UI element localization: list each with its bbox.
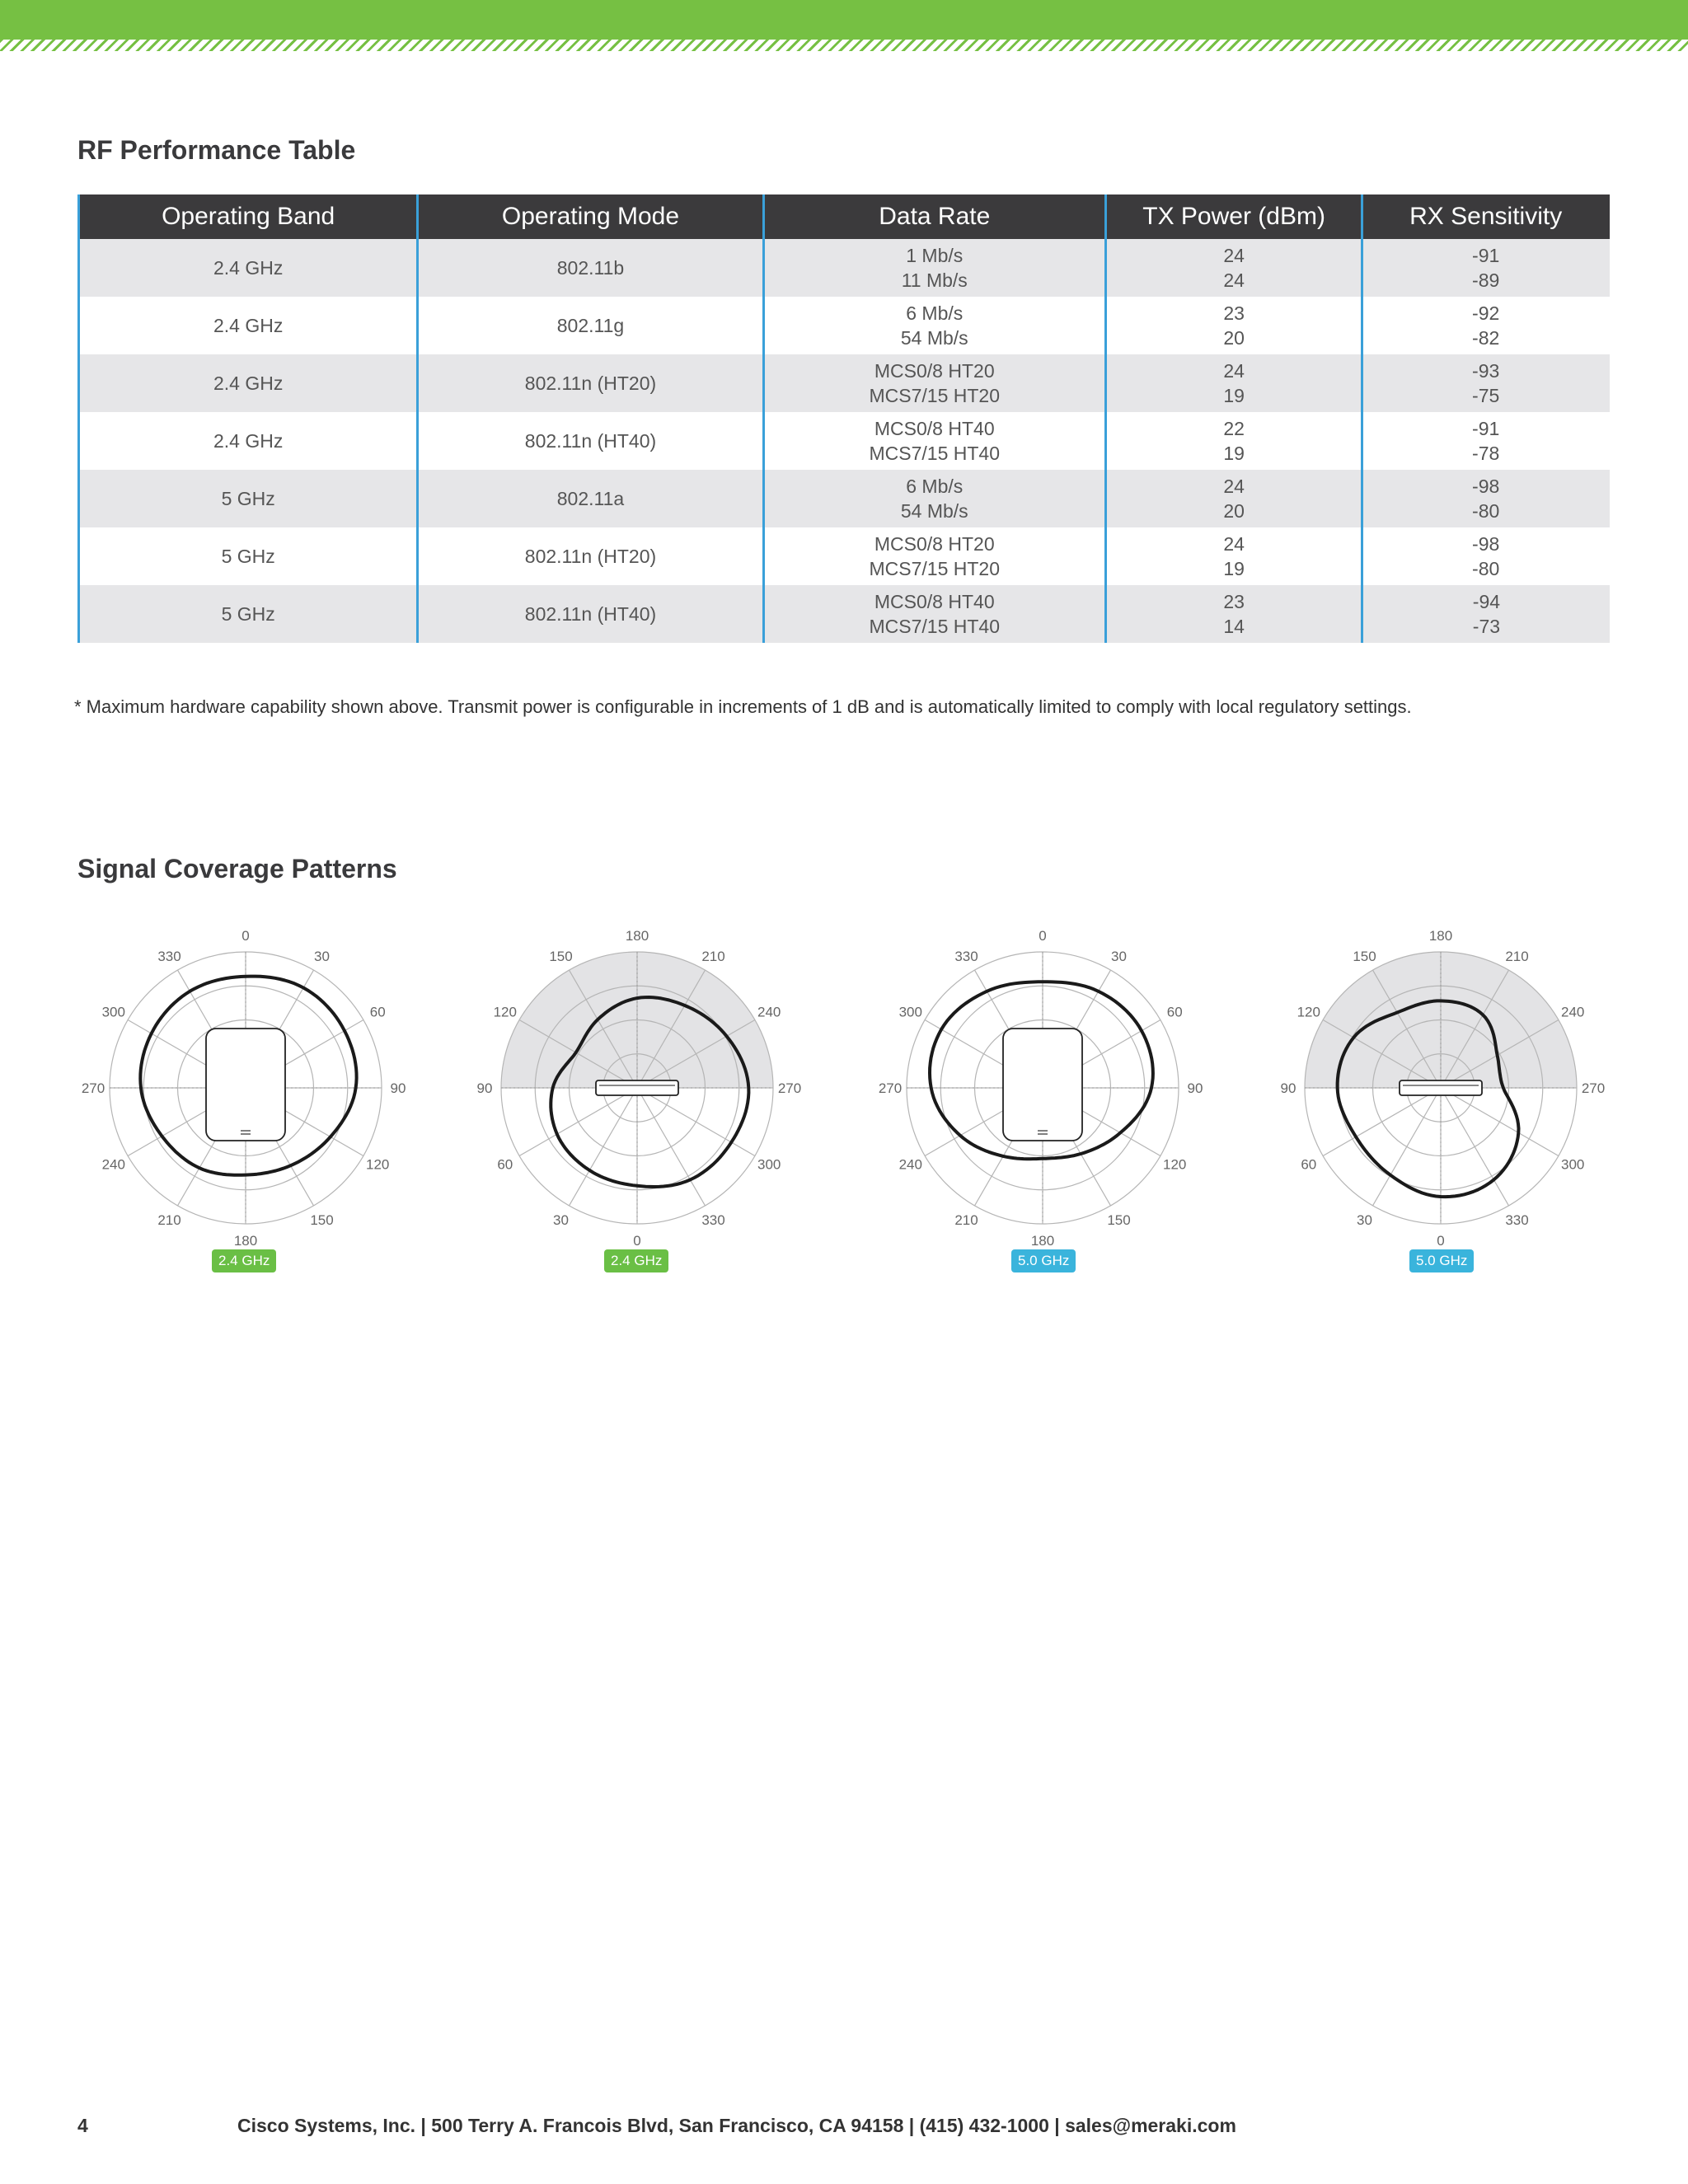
cell-value: 20 bbox=[1223, 500, 1245, 522]
cell-value: 19 bbox=[1223, 385, 1245, 406]
cell-value: 20 bbox=[1223, 327, 1245, 349]
table-row bbox=[79, 412, 1610, 470]
angle-tick-label: 240 bbox=[757, 1004, 781, 1020]
band-cell bbox=[79, 585, 418, 643]
cell-value: 5 GHz bbox=[221, 546, 275, 567]
cell-value: 802.11g bbox=[556, 315, 625, 336]
tx-power-cell bbox=[1105, 239, 1362, 297]
polar-chart bbox=[81, 928, 406, 1249]
coverage-plot-2 bbox=[476, 928, 802, 1249]
cell-value: 2.4 GHz bbox=[213, 257, 284, 279]
access-point-device bbox=[206, 1029, 285, 1141]
cell-value: 24 bbox=[1223, 476, 1245, 497]
cell-value: -93 bbox=[1472, 360, 1500, 382]
band-badge: 2.4 GHz bbox=[212, 1249, 276, 1272]
angle-tick-label: 330 bbox=[954, 948, 978, 964]
grid-spoke bbox=[1373, 1088, 1442, 1206]
cell-value: 14 bbox=[1223, 616, 1245, 637]
angle-tick-label: 120 bbox=[1296, 1004, 1320, 1020]
angle-tick-label: 300 bbox=[757, 1156, 781, 1173]
cell-value: -73 bbox=[1472, 616, 1501, 637]
cell-value: 22 bbox=[1223, 418, 1245, 439]
tx-power-cell bbox=[1105, 470, 1362, 527]
angle-tick-label: 0 bbox=[1039, 928, 1047, 944]
cell-value: MCS7/15 HT40 bbox=[869, 616, 1001, 637]
angle-tick-label: 180 bbox=[233, 1233, 258, 1249]
mode-cell bbox=[418, 585, 763, 643]
cell-value: 11 Mb/s bbox=[901, 269, 968, 291]
angle-tick-label: 330 bbox=[1505, 1212, 1529, 1229]
polar-chart bbox=[1280, 928, 1606, 1249]
access-point-device bbox=[596, 1080, 678, 1095]
mode-cell bbox=[418, 297, 763, 354]
cell-value: MCS0/8 HT40 bbox=[874, 418, 995, 439]
angle-tick-label: 210 bbox=[157, 1212, 181, 1229]
column-header: TX Power (dBm) bbox=[1105, 194, 1362, 239]
cell-value: 6 Mb/s bbox=[906, 302, 964, 324]
tx-power-cell bbox=[1105, 412, 1362, 470]
mode-cell bbox=[418, 354, 763, 412]
angle-tick-label: 90 bbox=[476, 1080, 493, 1096]
angle-tick-label: 270 bbox=[1581, 1080, 1606, 1096]
angle-tick-label: 180 bbox=[1030, 1233, 1055, 1249]
polar-chart bbox=[476, 928, 802, 1249]
band-cell bbox=[79, 470, 418, 527]
grid-spoke bbox=[570, 1088, 638, 1206]
band-cell bbox=[79, 354, 418, 412]
angle-tick-label: 150 bbox=[310, 1212, 334, 1229]
table-footnote: * Maximum hardware capability shown above. Transmit power is configurable in increments of 1 dB and is automatically limited to comply with local regulatory settings. bbox=[74, 696, 1412, 717]
table-row bbox=[79, 527, 1610, 585]
cell-value: MCS0/8 HT20 bbox=[874, 533, 995, 555]
footer-contact: Cisco Systems, Inc. | 500 Terry A. Francois Blvd, San Francisco, CA 94158 | (415) 432-1000 | sales@meraki.com bbox=[237, 2115, 1236, 2136]
angle-tick-label: 300 bbox=[1561, 1156, 1585, 1173]
data-rate-cell bbox=[763, 354, 1105, 412]
angle-tick-label: 30 bbox=[553, 1212, 569, 1229]
coverage-plot-3 bbox=[878, 928, 1203, 1249]
angle-tick-label: 60 bbox=[1166, 1004, 1183, 1020]
cell-value: -94 bbox=[1472, 591, 1501, 612]
data-rate-cell bbox=[763, 585, 1105, 643]
rf-performance-table bbox=[77, 194, 1611, 643]
band-cell bbox=[79, 412, 418, 470]
angle-tick-label: 270 bbox=[777, 1080, 802, 1096]
data-rate-cell bbox=[763, 527, 1105, 585]
data-rate-cell bbox=[763, 239, 1105, 297]
cell-value: 23 bbox=[1223, 591, 1245, 612]
angle-tick-label: 150 bbox=[1353, 948, 1376, 964]
rx-sensitivity-cell bbox=[1362, 527, 1610, 585]
angle-tick-label: 300 bbox=[101, 1004, 125, 1020]
rx-sensitivity-cell bbox=[1362, 412, 1610, 470]
angle-tick-label: 240 bbox=[898, 1156, 922, 1173]
column-header: RX Sensitivity bbox=[1362, 194, 1610, 239]
angle-tick-label: 330 bbox=[157, 948, 181, 964]
angle-tick-label: 180 bbox=[1428, 928, 1453, 944]
angle-tick-label: 30 bbox=[1357, 1212, 1372, 1229]
rx-sensitivity-cell bbox=[1362, 354, 1610, 412]
angle-tick-label: 60 bbox=[1301, 1156, 1317, 1173]
coverage-plot-4 bbox=[1280, 928, 1606, 1249]
cell-value: 2.4 GHz bbox=[213, 315, 284, 336]
cell-value: MCS7/15 HT40 bbox=[869, 443, 1001, 464]
data-rate-cell bbox=[763, 412, 1105, 470]
access-point-device bbox=[1003, 1029, 1082, 1141]
table-header-row bbox=[79, 194, 1610, 239]
angle-tick-label: 210 bbox=[1505, 948, 1529, 964]
angle-tick-label: 90 bbox=[1280, 1080, 1296, 1096]
angle-tick-label: 150 bbox=[1107, 1212, 1131, 1229]
cell-value: 802.11a bbox=[556, 488, 625, 509]
cell-value: MCS0/8 HT40 bbox=[874, 591, 995, 612]
cell-value: -80 bbox=[1472, 500, 1500, 522]
mode-cell bbox=[418, 470, 763, 527]
angle-tick-label: 0 bbox=[1437, 1233, 1445, 1249]
angle-tick-label: 270 bbox=[81, 1080, 106, 1096]
rf-performance-title: RF Performance Table bbox=[77, 135, 356, 165]
cell-value: -98 bbox=[1472, 533, 1500, 555]
cell-value: 802.11n (HT20) bbox=[524, 373, 657, 394]
cell-value: -98 bbox=[1472, 476, 1500, 497]
cell-value: 2.4 GHz bbox=[213, 430, 284, 452]
cell-value: -91 bbox=[1472, 418, 1500, 439]
data-rate-cell bbox=[763, 470, 1105, 527]
column-header: Operating Mode bbox=[418, 194, 763, 239]
cell-value: 24 bbox=[1223, 245, 1245, 266]
cell-value: 23 bbox=[1223, 302, 1245, 324]
angle-tick-label: 210 bbox=[701, 948, 725, 964]
data-rate-cell bbox=[763, 297, 1105, 354]
cell-value: MCS7/15 HT20 bbox=[869, 558, 1001, 579]
angle-tick-label: 270 bbox=[878, 1080, 903, 1096]
cell-value: -92 bbox=[1472, 302, 1500, 324]
grid-spoke bbox=[1441, 1088, 1559, 1156]
angle-tick-label: 90 bbox=[390, 1080, 406, 1096]
angle-tick-label: 180 bbox=[625, 928, 649, 944]
cell-value: 24 bbox=[1223, 533, 1245, 555]
cell-value: 5 GHz bbox=[221, 603, 275, 625]
band-cell bbox=[79, 527, 418, 585]
page-number: 4 bbox=[77, 2115, 88, 2136]
angle-tick-label: 150 bbox=[549, 948, 573, 964]
mode-cell bbox=[418, 239, 763, 297]
access-point-device bbox=[1400, 1080, 1482, 1095]
angle-tick-label: 300 bbox=[898, 1004, 922, 1020]
mode-cell bbox=[418, 527, 763, 585]
cell-value: 802.11n (HT20) bbox=[524, 546, 657, 567]
cell-value: MCS0/8 HT20 bbox=[874, 360, 995, 382]
angle-tick-label: 120 bbox=[493, 1004, 517, 1020]
cell-value: -78 bbox=[1472, 443, 1500, 464]
angle-tick-label: 0 bbox=[241, 928, 250, 944]
rx-sensitivity-cell bbox=[1362, 585, 1610, 643]
band-badge: 2.4 GHz bbox=[604, 1249, 668, 1272]
cell-value: 6 Mb/s bbox=[906, 476, 964, 497]
cell-value: 24 bbox=[1223, 360, 1245, 382]
band-badge: 5.0 GHz bbox=[1409, 1249, 1474, 1272]
table-row bbox=[79, 354, 1610, 412]
cell-value: 2.4 GHz bbox=[213, 373, 284, 394]
cell-value: 54 Mb/s bbox=[900, 500, 968, 522]
cell-value: 802.11n (HT40) bbox=[524, 603, 657, 625]
cell-value: 802.11n (HT40) bbox=[524, 430, 657, 452]
cell-value: 19 bbox=[1223, 443, 1245, 464]
rx-sensitivity-cell bbox=[1362, 470, 1610, 527]
cell-value: 5 GHz bbox=[221, 488, 275, 509]
angle-tick-label: 60 bbox=[497, 1156, 513, 1173]
tx-power-cell bbox=[1105, 527, 1362, 585]
angle-tick-label: 240 bbox=[1561, 1004, 1585, 1020]
band-cell bbox=[79, 239, 418, 297]
cell-value: 1 Mb/s bbox=[906, 245, 964, 266]
mode-cell bbox=[418, 412, 763, 470]
angle-tick-label: 0 bbox=[633, 1233, 641, 1249]
table-row bbox=[79, 297, 1610, 354]
header-hatch-stripe bbox=[0, 40, 1688, 51]
cell-value: -82 bbox=[1472, 327, 1500, 349]
tx-power-cell bbox=[1105, 297, 1362, 354]
grid-spoke bbox=[1441, 1088, 1509, 1206]
grid-spoke bbox=[519, 1088, 637, 1156]
polar-chart bbox=[878, 928, 1203, 1249]
cell-value: -75 bbox=[1472, 385, 1500, 406]
cell-value: 802.11b bbox=[556, 257, 625, 279]
tx-power-cell bbox=[1105, 585, 1362, 643]
cell-value: -91 bbox=[1472, 245, 1500, 266]
rx-sensitivity-cell bbox=[1362, 297, 1610, 354]
cell-value: 54 Mb/s bbox=[900, 327, 968, 349]
angle-tick-label: 120 bbox=[1163, 1156, 1187, 1173]
angle-tick-label: 30 bbox=[314, 948, 330, 964]
band-badge: 5.0 GHz bbox=[1011, 1249, 1076, 1272]
coverage-plot-1 bbox=[81, 928, 406, 1249]
table-row bbox=[79, 239, 1610, 297]
table-row bbox=[79, 585, 1610, 643]
column-header: Data Rate bbox=[763, 194, 1105, 239]
angle-tick-label: 90 bbox=[1187, 1080, 1203, 1096]
angle-tick-label: 240 bbox=[101, 1156, 125, 1173]
grid-spoke bbox=[637, 1088, 755, 1156]
header-green-band bbox=[0, 0, 1688, 40]
cell-value: -80 bbox=[1472, 558, 1500, 579]
tx-power-cell bbox=[1105, 354, 1362, 412]
angle-tick-label: 60 bbox=[369, 1004, 386, 1020]
rx-sensitivity-cell bbox=[1362, 239, 1610, 297]
signal-coverage-title: Signal Coverage Patterns bbox=[77, 854, 397, 883]
cell-value: 19 bbox=[1223, 558, 1245, 579]
column-header: Operating Band bbox=[79, 194, 418, 239]
grid-spoke bbox=[1323, 1088, 1441, 1156]
cell-value: MCS7/15 HT20 bbox=[869, 385, 1001, 406]
cell-value: 24 bbox=[1223, 269, 1245, 291]
angle-tick-label: 330 bbox=[701, 1212, 725, 1229]
table-row bbox=[79, 470, 1610, 527]
angle-tick-label: 30 bbox=[1111, 948, 1127, 964]
angle-tick-label: 120 bbox=[366, 1156, 390, 1173]
cell-value: -89 bbox=[1472, 269, 1500, 291]
angle-tick-label: 210 bbox=[954, 1212, 978, 1229]
band-cell bbox=[79, 297, 418, 354]
